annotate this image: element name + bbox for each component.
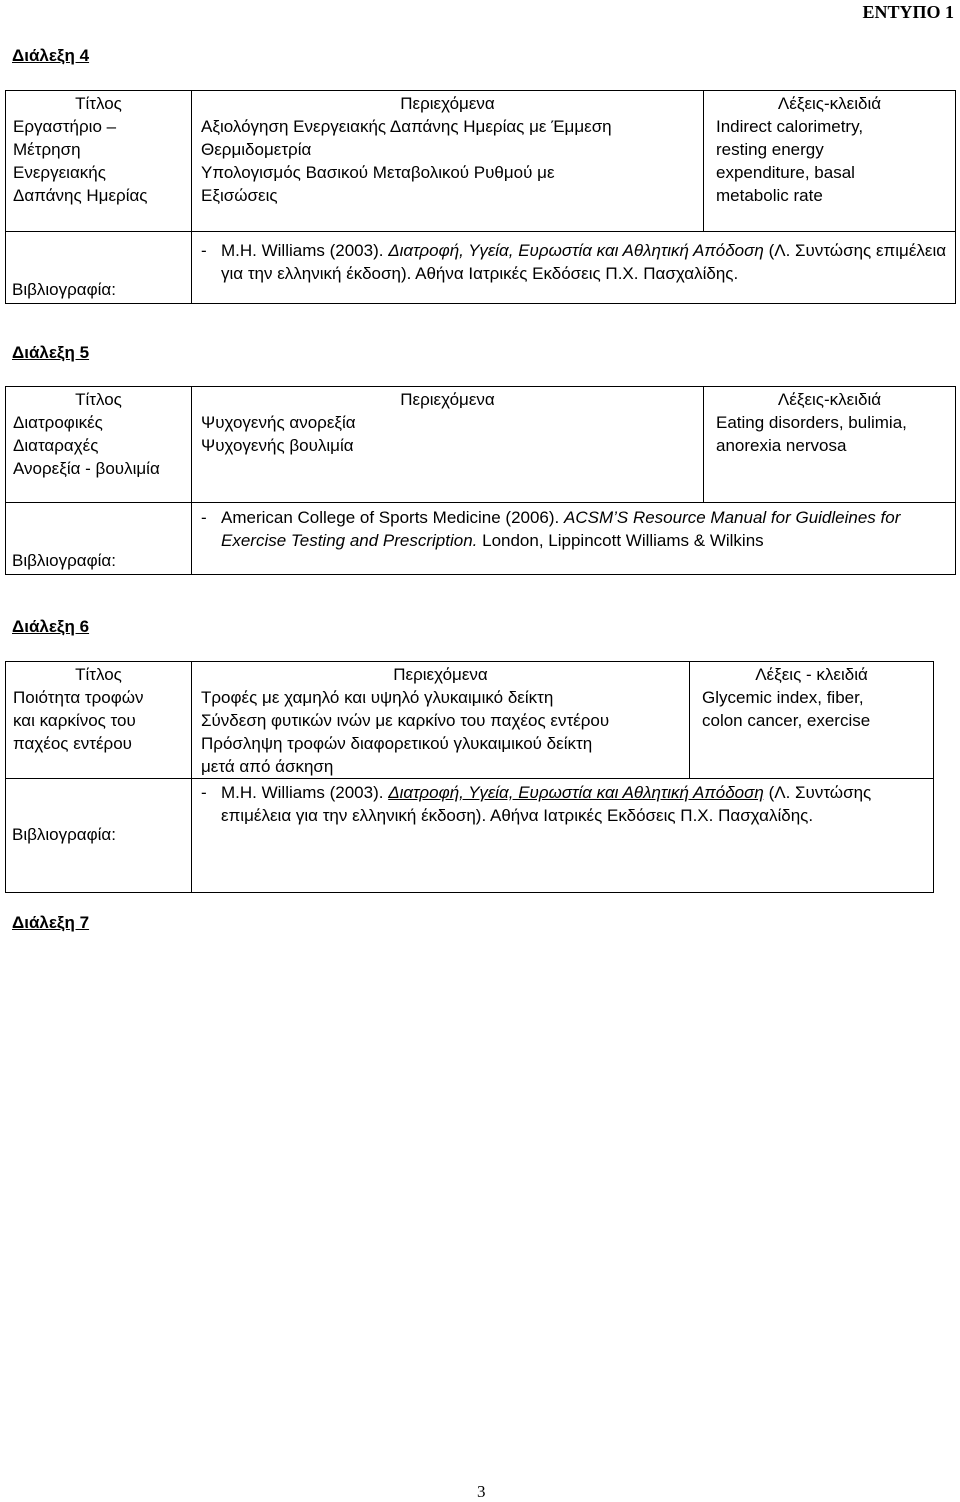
- lecture-title: Διατροφικές Διαταραχές Ανορεξία - βουλιμία: [6, 411, 192, 502]
- column-header-keywords: Λέξεις-κλειδιά: [704, 91, 956, 116]
- column-header-contents: Περιεχόμενα: [192, 91, 704, 116]
- lecture-7-heading: Διάλεξη 7: [12, 913, 90, 932]
- bullet-dash: -: [201, 507, 207, 527]
- bibliography-label: Βιβλιογραφία:: [6, 779, 192, 893]
- lecture-5-heading: Διάλεξη 5: [12, 343, 90, 362]
- bibliography-cell: [192, 779, 934, 893]
- column-header-title: Τίτλος: [6, 662, 192, 687]
- bibliography-entry: [201, 506, 949, 552]
- column-header-contents: Περιεχόμενα: [192, 387, 704, 412]
- bibliography-label: Βιβλιογραφία:: [6, 231, 192, 303]
- lecture-title: Ποιότητα τροφών και καρκίνος του παχέος εντέρου: [6, 686, 192, 779]
- column-header-title: Τίτλος: [6, 91, 192, 116]
- lecture-keywords: Indirect calorimetry, resting energy expenditure, basal metabolic rate: [704, 115, 956, 231]
- bibliography-author: American College of Sports Medicine (2006).: [221, 507, 564, 527]
- bibliography-book-title: Διατροφή, Υγεία, Ευρωστία και Αθλητική Απόδοση: [388, 783, 764, 802]
- bibliography-text: [221, 506, 949, 552]
- lecture-6-heading: Διάλεξη 6: [12, 617, 90, 636]
- bibliography-text: [221, 781, 927, 827]
- bibliography-publisher: (Λ. Συντώσης επιμέλεια για την ελληνική έκδοση). Αθήνα Ιατρικές Εκδόσεις Π.Χ. Πασχαλίδης.: [221, 240, 947, 283]
- column-header-keywords: Λέξεις - κλειδιά: [690, 662, 934, 687]
- column-header-contents: Περιεχόμενα: [192, 662, 690, 687]
- bibliography-label: Βιβλιογραφία:: [6, 502, 192, 574]
- page-number: 3: [477, 1482, 486, 1501]
- lecture-6-table: [5, 661, 934, 893]
- lecture-4-heading: Διάλεξη 4: [12, 46, 90, 65]
- bibliography-book-title: Διατροφή, Υγεία, Ευρωστία και Αθλητική Απόδοση: [388, 240, 764, 260]
- form-label: ΕΝΤΥΠΟ 1: [862, 2, 954, 22]
- lecture-keywords: Glycemic index, fiber, colon cancer, exercise: [690, 686, 934, 779]
- bibliography-cell: [192, 231, 956, 303]
- bibliography-publisher: (Λ. Συντώσης επιμέλεια για την ελληνική έκδοση). Αθήνα Ιατρικές Εκδόσεις Π.Χ. Πασχαλίδης.: [221, 783, 872, 825]
- bibliography-publisher: London, Lippincott Williams & Wilkins: [477, 530, 764, 550]
- lecture-title: Εργαστήριο – Μέτρηση Ενεργειακής Δαπάνης Ημερίας: [6, 115, 192, 231]
- bibliography-cell: [192, 502, 956, 574]
- column-header-title: Τίτλος: [6, 387, 192, 412]
- column-header-keywords: Λέξεις-κλειδιά: [704, 387, 956, 412]
- bibliography-author: M.H. Williams (2003).: [221, 240, 389, 260]
- lecture-contents: Αξιολόγηση Ενεργειακής Δαπάνης Ημερίας με Έμμεση Θερμιδομετρία Υπολογισμός Βασικού Μεταβολικού Ρυθμού με Εξισώσεις: [192, 115, 704, 231]
- bullet-dash: -: [201, 240, 207, 260]
- bibliography-text: [221, 239, 949, 285]
- bibliography-entry: [201, 239, 949, 285]
- lecture-contents: Τροφές με χαμηλό και υψηλό γλυκαιμικό δείκτη Σύνδεση φυτικών ινών με καρκίνο του παχέος εντέρου Πρόσληψη τροφών διαφορετικού γλυκαιμικού δείκτη μετά από άσκηση: [192, 686, 690, 779]
- bibliography-book-title: ACSM’S Resource Manual for Guidleines for Exercise Testing and Prescription.: [221, 507, 901, 550]
- lecture-5-table: [5, 386, 956, 575]
- lecture-keywords: Eating disorders, bulimia, anorexia nervosa: [704, 411, 956, 502]
- bullet-dash: -: [201, 783, 207, 802]
- bibliography-author: M.H. Williams (2003).: [221, 783, 389, 802]
- bibliography-entry: [201, 781, 927, 827]
- lecture-contents: Ψυχογενής ανορεξία Ψυχογενής βουλιμία: [192, 411, 704, 502]
- lecture-4-table: [5, 90, 956, 304]
